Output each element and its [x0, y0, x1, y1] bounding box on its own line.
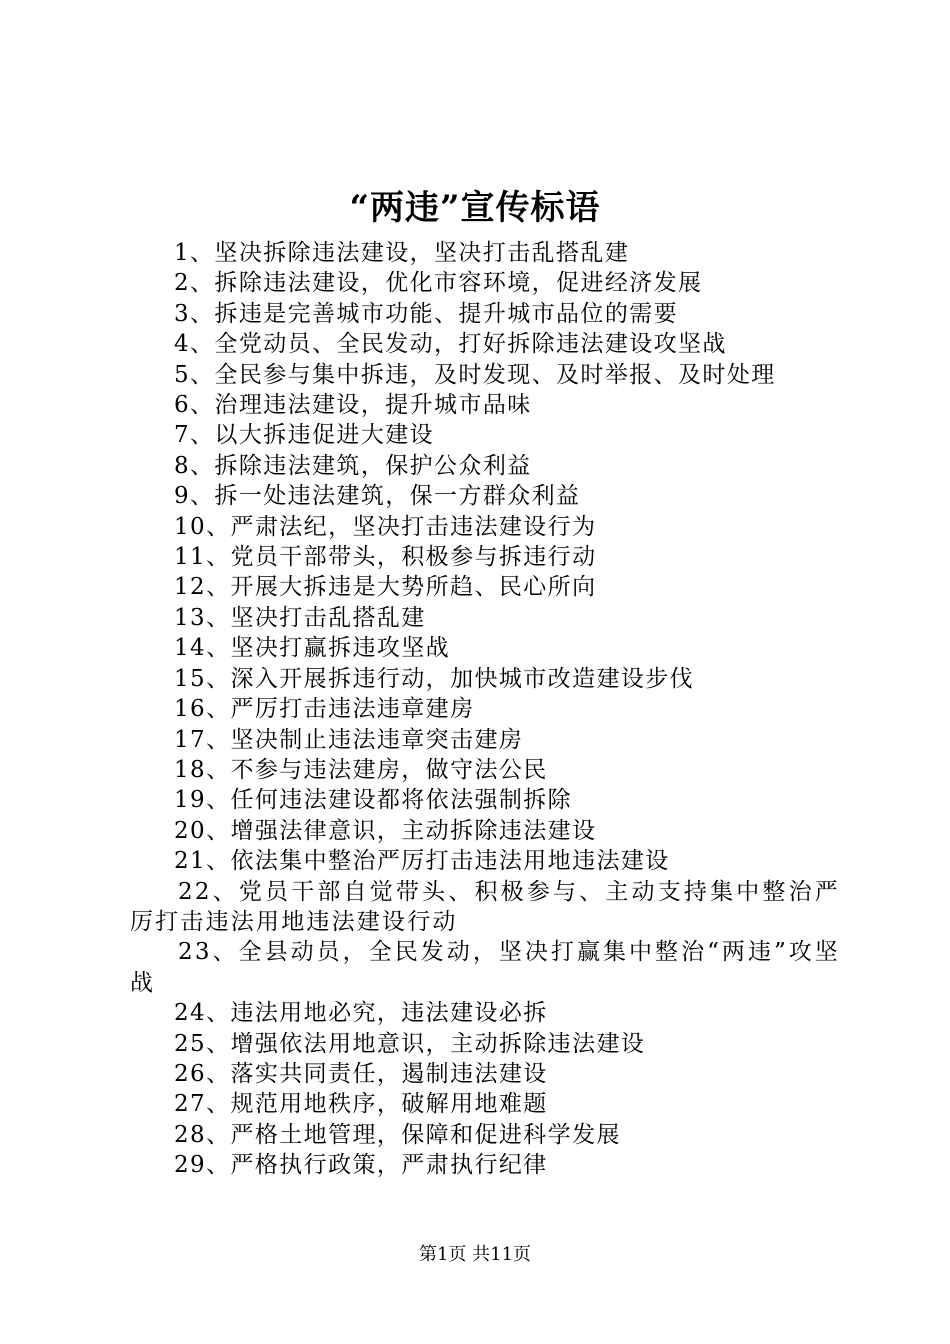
slogan-item: 14、坚决打赢拆违攻坚战 — [174, 635, 451, 662]
slogan-item: 1、坚决拆除违法建设，坚决打击乱搭乱建 — [174, 240, 630, 266]
slogan-item: 5、全民参与集中拆违，及时发现、及时举报、及时处理 — [174, 361, 776, 388]
slogan-item: 7、以大拆违促进大建设 — [174, 422, 435, 449]
slogan-item: 16、严厉打击违法违章建房 — [174, 696, 475, 723]
slogan-item: 2、拆除违法建设，优化市容环境，促进经济发展 — [174, 270, 703, 297]
slogan-item: 21、依法集中整治严厉打击违法用地违法建设 — [174, 848, 670, 875]
slogan-list — [130, 238, 840, 1181]
slogan-item: 22、党员干部自觉带头、积极参与、主动支持集中整治严厉打击违法用地违法建设行动 — [130, 878, 840, 935]
slogan-item: 13、坚决打击乱搭乱建 — [174, 604, 426, 631]
slogan-item: 8、拆除违法建筑，保护公众利益 — [174, 452, 532, 479]
slogan-item: 29、严格执行政策，严肃执行纪律 — [174, 1152, 548, 1179]
slogan-item: 12、开展大拆违是大势所趋、民心所向 — [174, 574, 597, 601]
slogan-item: 10、严肃法纪，坚决打击违法建设行为 — [174, 513, 597, 540]
slogan-item: 6、治理违法建设，提升城市品味 — [174, 392, 532, 419]
slogan-item: 28、严格土地管理，保障和促进科学发展 — [174, 1121, 621, 1148]
slogan-item: 3、拆违是完善城市功能、提升城市品位的需要 — [174, 300, 679, 327]
slogan-item: 25、增强依法用地意识，主动拆除违法建设 — [174, 1030, 646, 1057]
slogan-item: 23、全县动员，全民发动，坚决打赢集中整治“两违”攻坚战 — [130, 939, 840, 996]
slogan-item: 11、党员干部带头，积极参与拆违行动 — [174, 544, 597, 571]
slogan-item: 27、规范用地秩序，破解用地难题 — [174, 1091, 548, 1118]
slogan-item: 19、任何违法建设都将依法强制拆除 — [174, 787, 573, 814]
slogan-item: 17、坚决制止违法违章突击建房 — [174, 726, 524, 753]
slogan-item: 15、深入开展拆违行动，加快城市改造建设步伐 — [174, 665, 695, 692]
slogan-item: 24、违法用地必究，违法建设必拆 — [174, 1000, 548, 1027]
slogan-item: 18、不参与违法建房，做守法公民 — [174, 756, 548, 783]
page-title: “两违”宣传标语 — [349, 188, 601, 228]
slogan-item: 20、增强法律意识，主动拆除违法建设 — [174, 817, 597, 844]
slogan-item: 4、全党动员、全民发动，打好拆除违法建设攻坚战 — [174, 331, 727, 358]
slogan-item: 26、落实共同责任，遏制违法建设 — [174, 1060, 548, 1087]
page-number-footer: 第1页 共11页 — [418, 1244, 532, 1265]
slogan-item: 9、拆一处违法建筑，保一方群众利益 — [174, 483, 581, 510]
